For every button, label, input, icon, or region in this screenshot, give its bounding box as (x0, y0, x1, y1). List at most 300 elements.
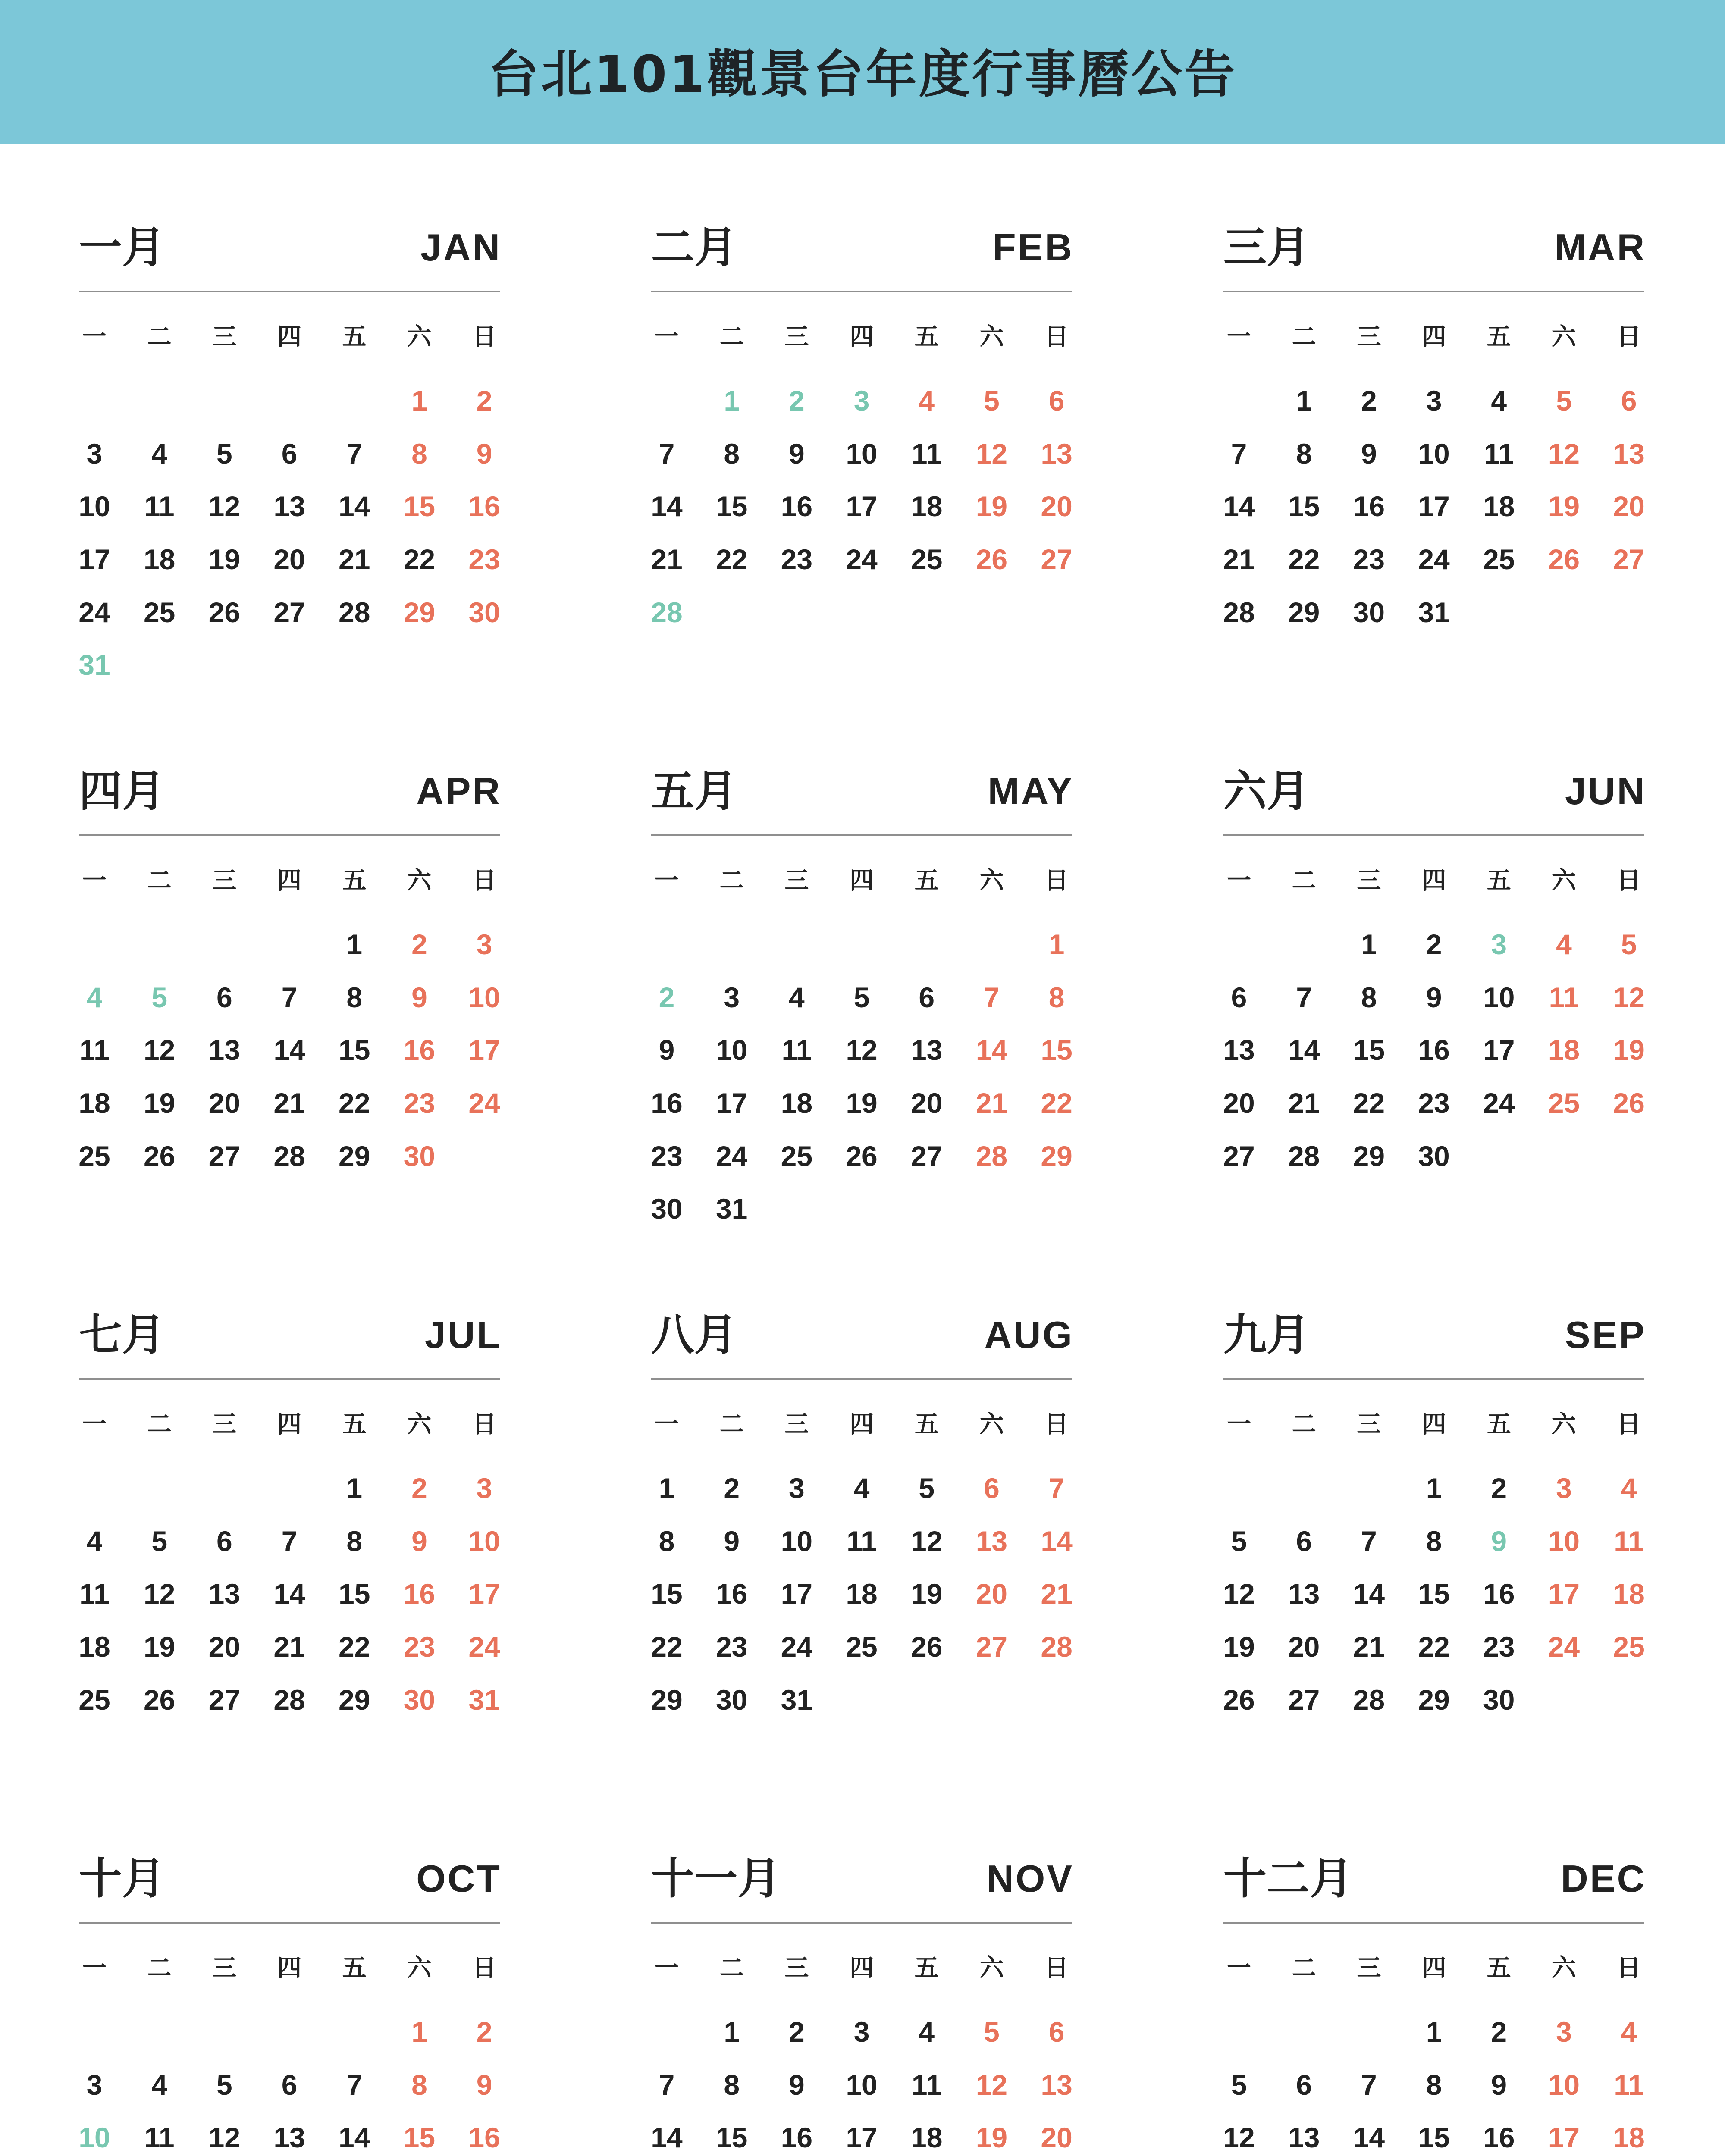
weekday-label: 一 (1227, 867, 1251, 895)
day-cell: 7 (281, 981, 298, 1013)
empty-day-cell (192, 374, 257, 427)
empty-day-cell (634, 2006, 699, 2059)
day-cell: 8 (659, 1525, 675, 1557)
holiday-day-cell: 5 (984, 2016, 1000, 2048)
weekday-label: 日 (1044, 1954, 1069, 1982)
empty-day-cell (1271, 918, 1336, 971)
holiday-day-cell: 13 (1041, 437, 1073, 470)
empty-day-cell (1466, 586, 1531, 639)
day-cell: 21 (651, 543, 683, 576)
day-cell: 12 (143, 1578, 176, 1610)
day-cell: 1 (346, 928, 363, 960)
holiday-day-cell: 25 (1548, 1087, 1580, 1119)
empty-day-cell (1596, 1673, 1662, 1727)
day-cell: 18 (143, 543, 176, 576)
day-cell: 28 (1223, 596, 1255, 628)
weekday-label: 四 (277, 1954, 302, 1982)
day-cell: 5 (1231, 1525, 1247, 1557)
weekday-label: 六 (1552, 1410, 1576, 1438)
holiday-day-cell: 27 (975, 1631, 1008, 1663)
month-header (651, 1310, 1074, 1380)
weekday-label: 二 (1292, 1954, 1316, 1982)
weekday-label: 三 (1357, 1954, 1381, 1982)
holiday-day-cell: 15 (403, 490, 436, 523)
day-cell: 13 (208, 1034, 241, 1066)
day-grid (62, 374, 517, 692)
day-cell: 29 (1353, 1140, 1385, 1172)
weekday-label: 日 (1617, 323, 1641, 351)
month-dec (1223, 1853, 1646, 2156)
weekday-label: 三 (784, 323, 809, 351)
day-cell: 28 (1353, 1683, 1385, 1716)
weekday-header-row (634, 320, 1089, 354)
day-cell: 5 (853, 981, 870, 1013)
day-cell: 18 (846, 1578, 878, 1610)
holiday-day-cell: 9 (411, 1525, 427, 1557)
holiday-day-cell: 28 (975, 1140, 1008, 1172)
day-cell: 16 (651, 1087, 683, 1119)
day-cell: 5 (216, 437, 232, 470)
weekday-label: 二 (719, 1410, 744, 1438)
day-cell: 9 (1361, 437, 1377, 470)
weekday-header-row (1207, 1951, 1662, 1986)
month-title-en: SEP (1565, 1313, 1646, 1356)
holiday-day-cell: 1 (411, 385, 427, 417)
day-cell: 12 (143, 1034, 176, 1066)
day-cell: 9 (1426, 981, 1442, 1013)
day-cell: 19 (1223, 1631, 1255, 1663)
weekday-label: 二 (147, 323, 172, 351)
holiday-day-cell: 21 (975, 1087, 1008, 1119)
day-cell: 4 (151, 437, 168, 470)
day-cell: 20 (1223, 1087, 1255, 1119)
day-cell: 21 (1353, 1631, 1385, 1663)
month-title-en: AUG (984, 1313, 1074, 1356)
weekday-header-row (62, 864, 517, 898)
day-cell: 26 (143, 1140, 176, 1172)
day-cell: 29 (339, 1140, 370, 1172)
empty-day-cell (764, 1182, 829, 1235)
holiday-day-cell: 14 (1041, 1525, 1073, 1557)
day-cell: 13 (1223, 1034, 1255, 1066)
holiday-day-cell: 8 (1048, 981, 1065, 1013)
weekday-label: 四 (1422, 1410, 1446, 1438)
month-title-zh: 二月 (651, 222, 737, 273)
weekday-label: 五 (342, 1954, 367, 1982)
day-cell: 13 (911, 1034, 943, 1066)
holiday-day-cell: 10 (468, 1525, 500, 1557)
national-holiday-day-cell: 2 (659, 981, 675, 1013)
day-cell: 1 (1426, 1472, 1442, 1504)
month-title-zh: 六月 (1223, 766, 1310, 816)
day-cell: 26 (143, 1683, 176, 1716)
day-cell: 12 (911, 1525, 943, 1557)
month-header (651, 766, 1074, 836)
day-cell: 11 (144, 490, 175, 523)
day-cell: 11 (79, 1034, 110, 1066)
day-cell: 2 (724, 1472, 740, 1504)
holiday-day-cell: 20 (1041, 490, 1073, 523)
holiday-day-cell: 15 (1041, 1034, 1073, 1066)
weekday-label: 六 (1552, 1954, 1576, 1982)
day-cell: 15 (651, 1578, 683, 1610)
weekday-label: 四 (1422, 323, 1446, 351)
weekday-label: 二 (719, 867, 744, 895)
empty-day-cell (127, 374, 192, 427)
holiday-day-cell: 29 (1041, 1140, 1073, 1172)
weekday-label: 二 (1292, 323, 1316, 351)
holiday-day-cell: 6 (1048, 385, 1065, 417)
weekday-label: 六 (1552, 867, 1576, 895)
day-cell: 9 (724, 1525, 740, 1557)
weekday-label: 四 (277, 323, 302, 351)
day-cell: 17 (846, 490, 878, 523)
empty-day-cell (1531, 1130, 1596, 1183)
month-oct (78, 1853, 502, 2156)
month-title-en: DEC (1561, 1857, 1646, 1900)
holiday-day-cell: 2 (411, 928, 427, 960)
day-cell: 15 (1418, 2122, 1450, 2154)
empty-day-cell (1271, 2006, 1336, 2059)
day-cell: 28 (1288, 1140, 1320, 1172)
holiday-day-cell: 6 (984, 1472, 1000, 1504)
empty-day-cell (1024, 586, 1089, 639)
day-cell: 18 (781, 1087, 813, 1119)
day-cell: 22 (715, 543, 748, 576)
weekday-label: 五 (1487, 1410, 1511, 1438)
day-cell: 22 (339, 1631, 370, 1663)
day-cell: 3 (1426, 385, 1442, 417)
empty-day-cell (959, 586, 1024, 639)
weekday-label: 一 (82, 1410, 107, 1438)
day-cell: 6 (919, 981, 935, 1013)
holiday-day-cell: 21 (1041, 1578, 1073, 1610)
weekday-header-row (634, 1407, 1089, 1442)
day-cell: 20 (208, 1631, 241, 1663)
day-cell: 29 (1418, 1683, 1450, 1716)
day-cell: 26 (911, 1631, 943, 1663)
weekday-label: 四 (850, 1410, 874, 1438)
day-cell: 18 (911, 490, 943, 523)
weekday-label: 二 (1292, 867, 1316, 895)
day-cell: 22 (1418, 1631, 1450, 1663)
weekday-label: 四 (850, 323, 874, 351)
weekday-header-row (1207, 864, 1662, 898)
month-title-zh: 十二月 (1223, 1853, 1353, 1904)
holiday-day-cell: 24 (1548, 1631, 1580, 1663)
day-cell: 7 (659, 437, 675, 470)
holiday-day-cell: 24 (468, 1631, 500, 1663)
holiday-day-cell: 30 (403, 1140, 436, 1172)
day-cell: 27 (911, 1140, 943, 1172)
holiday-day-cell: 20 (975, 1578, 1008, 1610)
empty-day-cell (1531, 1673, 1596, 1727)
day-cell: 25 (781, 1140, 813, 1172)
weekday-label: 五 (914, 323, 939, 351)
day-cell: 6 (216, 981, 232, 1013)
empty-day-cell (1531, 586, 1596, 639)
holiday-day-cell: 6 (1048, 2016, 1065, 2048)
day-cell: 31 (781, 1683, 813, 1716)
day-cell: 3 (86, 2068, 103, 2101)
holiday-day-cell: 10 (1548, 2068, 1580, 2101)
day-cell: 4 (151, 2068, 168, 2101)
month-title-zh: 十一月 (651, 1853, 781, 1904)
month-title-zh: 九月 (1223, 1310, 1310, 1360)
empty-day-cell (1596, 586, 1662, 639)
day-cell: 27 (273, 596, 305, 628)
day-cell: 10 (846, 2068, 878, 2101)
weekday-header-row (1207, 1407, 1662, 1442)
day-cell: 2 (1426, 928, 1442, 960)
day-cell: 20 (1288, 1631, 1320, 1663)
weekday-label: 三 (212, 867, 237, 895)
holiday-day-cell: 9 (476, 437, 492, 470)
holiday-day-cell: 3 (1556, 2016, 1572, 2048)
holiday-day-cell: 13 (1041, 2068, 1073, 2101)
day-grid (1207, 2006, 1662, 2156)
day-cell: 17 (781, 1578, 813, 1610)
month-title-zh: 十月 (79, 1853, 165, 1904)
day-cell: 9 (1491, 2068, 1507, 2101)
weekday-header-row (62, 1407, 517, 1442)
day-cell: 6 (281, 2068, 298, 2101)
empty-day-cell (192, 2006, 257, 2059)
month-title-zh: 八月 (651, 1310, 737, 1360)
empty-day-cell (62, 918, 127, 971)
holiday-day-cell: 26 (1548, 543, 1580, 576)
day-cell: 19 (911, 1578, 943, 1610)
day-cell: 14 (339, 490, 370, 523)
holiday-day-cell: 20 (1041, 2122, 1073, 2154)
weekday-label: 五 (1487, 323, 1511, 351)
weekday-label: 五 (914, 1410, 939, 1438)
weekday-label: 一 (655, 867, 679, 895)
empty-day-cell (829, 1182, 894, 1235)
day-cell: 13 (1288, 1578, 1320, 1610)
day-cell: 8 (346, 1525, 363, 1557)
day-cell: 9 (789, 2068, 805, 2101)
weekday-label: 六 (407, 867, 432, 895)
day-cell: 15 (1288, 490, 1320, 523)
day-cell: 15 (339, 1578, 370, 1610)
day-cell: 17 (846, 2122, 878, 2154)
national-holiday-day-cell: 9 (1491, 1525, 1507, 1557)
day-cell: 30 (715, 1683, 748, 1716)
month-may (651, 766, 1074, 1235)
empty-day-cell (257, 374, 322, 427)
day-cell: 3 (853, 2016, 870, 2048)
day-cell: 14 (273, 1578, 305, 1610)
day-cell: 25 (846, 1631, 878, 1663)
day-grid (634, 1462, 1089, 1726)
national-holiday-day-cell: 2 (789, 385, 805, 417)
weekday-label: 日 (472, 323, 497, 351)
day-cell: 8 (1361, 981, 1377, 1013)
day-cell: 30 (1418, 1140, 1450, 1172)
weekday-label: 六 (979, 1954, 1004, 1982)
day-cell: 17 (715, 1087, 748, 1119)
weekday-label: 五 (342, 867, 367, 895)
empty-day-cell (127, 2006, 192, 2059)
empty-day-cell (829, 586, 894, 639)
day-cell: 23 (1483, 1631, 1515, 1663)
empty-day-cell (452, 1130, 517, 1183)
month-title-en: FEB (993, 226, 1074, 269)
weekday-label: 三 (212, 323, 237, 351)
national-holiday-day-cell: 10 (78, 2122, 110, 2154)
empty-day-cell (322, 374, 387, 427)
day-cell: 29 (651, 1683, 683, 1716)
weekday-label: 三 (1357, 323, 1381, 351)
day-cell: 28 (273, 1683, 305, 1716)
month-title-en: MAY (988, 770, 1074, 812)
day-cell: 24 (1483, 1087, 1515, 1119)
day-cell: 5 (216, 2068, 232, 2101)
empty-day-cell (1024, 1673, 1089, 1727)
holiday-day-cell: 26 (1613, 1087, 1645, 1119)
day-cell: 3 (86, 437, 103, 470)
empty-day-cell (1207, 2006, 1272, 2059)
day-cell: 4 (86, 1525, 103, 1557)
day-cell: 3 (724, 981, 740, 1013)
day-cell: 5 (1231, 2068, 1247, 2101)
day-cell: 20 (273, 543, 305, 576)
day-cell: 23 (715, 1631, 748, 1663)
day-cell: 21 (273, 1631, 305, 1663)
month-aug (651, 1310, 1074, 1779)
empty-day-cell (257, 2006, 322, 2059)
day-cell: 8 (1426, 2068, 1442, 2101)
weekday-label: 一 (1227, 323, 1251, 351)
day-cell: 8 (1296, 437, 1312, 470)
day-cell: 7 (1231, 437, 1247, 470)
weekday-header-row (634, 1951, 1089, 1986)
holiday-day-cell: 16 (403, 1578, 436, 1610)
day-cell: 21 (339, 543, 370, 576)
weekday-label: 五 (914, 867, 939, 895)
weekday-label: 二 (719, 323, 744, 351)
month-title-en: JUN (1565, 770, 1646, 812)
holiday-day-cell: 26 (975, 543, 1008, 576)
empty-day-cell (127, 918, 192, 971)
holiday-day-cell: 1 (411, 2016, 427, 2048)
day-cell: 1 (659, 1472, 675, 1504)
day-cell: 8 (346, 981, 363, 1013)
day-cell: 12 (1223, 2122, 1255, 2154)
weekday-label: 五 (914, 1954, 939, 1982)
weekday-header-row (634, 864, 1089, 898)
month-mar (1223, 222, 1646, 692)
day-cell: 14 (1353, 2122, 1385, 2154)
weekday-label: 一 (655, 323, 679, 351)
day-cell: 31 (1418, 596, 1450, 628)
day-cell: 1 (1361, 928, 1377, 960)
day-cell: 26 (208, 596, 241, 628)
day-cell: 12 (1223, 1578, 1255, 1610)
day-cell: 22 (403, 543, 436, 576)
day-cell: 26 (1223, 1683, 1255, 1716)
empty-day-cell (764, 918, 829, 971)
holiday-day-cell: 8 (411, 437, 427, 470)
empty-day-cell (1596, 1130, 1662, 1183)
day-cell: 8 (1426, 1525, 1442, 1557)
day-cell: 29 (339, 1683, 370, 1716)
day-cell: 14 (1288, 1034, 1320, 1066)
holiday-day-cell: 11 (1614, 2068, 1644, 2101)
holiday-day-cell: 12 (1548, 437, 1580, 470)
day-cell: 12 (208, 490, 241, 523)
month-title-en: MAR (1554, 226, 1646, 269)
holiday-day-cell: 27 (1613, 543, 1645, 576)
day-cell: 19 (846, 1087, 878, 1119)
holiday-day-cell: 5 (1621, 928, 1637, 960)
empty-day-cell (1207, 374, 1272, 427)
weekday-label: 五 (342, 1410, 367, 1438)
empty-day-cell (322, 2006, 387, 2059)
day-cell: 6 (281, 437, 298, 470)
day-cell: 7 (346, 437, 363, 470)
weekday-label: 日 (472, 867, 497, 895)
national-holiday-day-cell: 31 (78, 649, 110, 681)
empty-day-cell (387, 639, 452, 692)
holiday-day-cell: 30 (403, 1683, 436, 1716)
empty-day-cell (699, 586, 764, 639)
day-cell: 30 (1483, 1683, 1515, 1716)
weekday-label: 一 (655, 1954, 679, 1982)
holiday-day-cell: 16 (468, 2122, 500, 2154)
month-header (651, 1853, 1074, 1924)
day-cell: 30 (651, 1193, 683, 1225)
weekday-header-row (1207, 320, 1662, 354)
day-cell: 25 (911, 543, 943, 576)
weekday-label: 六 (979, 1410, 1004, 1438)
day-cell: 16 (1483, 2122, 1515, 2154)
weekday-label: 四 (1422, 867, 1446, 895)
day-cell: 5 (919, 1472, 935, 1504)
empty-day-cell (829, 918, 894, 971)
month-header (1223, 222, 1646, 292)
weekday-label: 五 (1487, 1954, 1511, 1982)
holiday-day-cell: 18 (1548, 1034, 1580, 1066)
empty-day-cell (894, 1182, 959, 1235)
weekday-label: 六 (1552, 323, 1576, 351)
day-cell: 14 (339, 2122, 370, 2154)
day-grid (1207, 1462, 1662, 1726)
weekday-label: 三 (1357, 867, 1381, 895)
day-cell: 7 (346, 2068, 363, 2101)
holiday-day-cell: 15 (403, 2122, 436, 2154)
holiday-day-cell: 10 (1548, 1525, 1580, 1557)
empty-day-cell (127, 1462, 192, 1515)
national-holiday-day-cell: 3 (1491, 928, 1507, 960)
weekday-label: 三 (784, 867, 809, 895)
national-holiday-day-cell: 3 (853, 385, 870, 417)
holiday-day-cell: 4 (919, 385, 935, 417)
day-grid (62, 1462, 517, 1726)
day-cell: 27 (1288, 1683, 1320, 1716)
day-cell: 23 (651, 1140, 683, 1172)
weekday-label: 六 (979, 867, 1004, 895)
weekday-label: 一 (1227, 1410, 1251, 1438)
day-cell: 21 (1288, 1087, 1320, 1119)
weekday-label: 五 (1487, 867, 1511, 895)
holiday-day-cell: 16 (468, 490, 500, 523)
day-cell: 15 (715, 2122, 748, 2154)
day-cell: 2 (1361, 385, 1377, 417)
weekday-label: 六 (407, 1954, 432, 1982)
holiday-day-cell: 16 (403, 1034, 436, 1066)
